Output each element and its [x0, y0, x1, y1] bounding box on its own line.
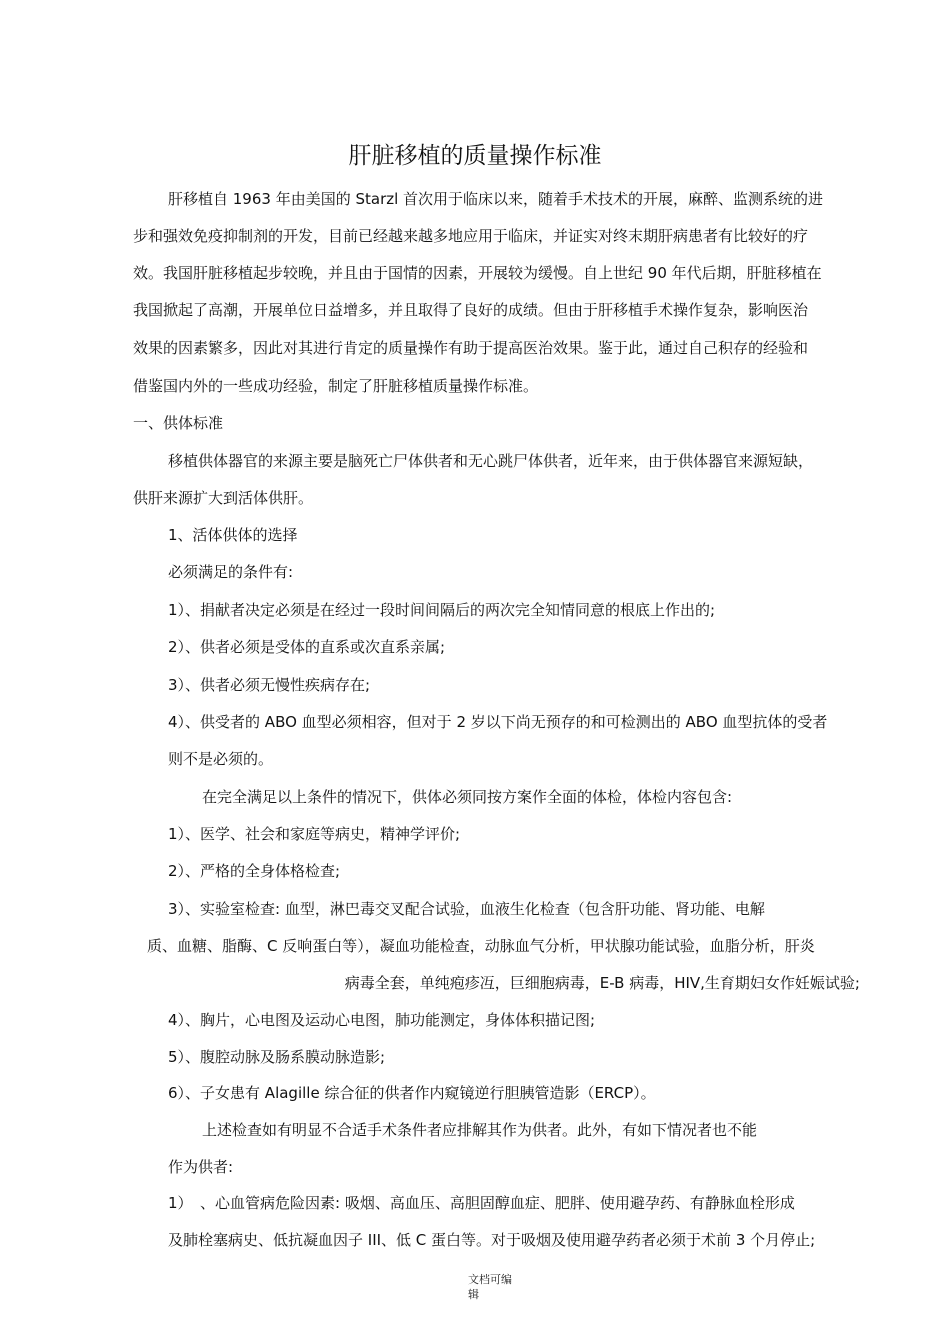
intro-line-5: 效果的因素繁多，因此对其进行肯定的质量操作有助于提高医治效果。鉴于此，通过自己积存的经验和 — [133, 339, 809, 357]
intro-line-2: 步和强效免疫抑制剂的开发，目前已经越来越多地应用于临床，并证实对终末期肝病患者有比较好的疗 — [133, 227, 809, 245]
condition-item-4: 4）、供受者的 ABO 血型必须相容，但对于 2 岁以下尚无预存的和可检测出的 ABO 血型抗体的受者 — [168, 713, 828, 731]
exam-item-1: 1）、医学、社会和家庭等病史，精神学评价; — [168, 825, 461, 843]
exam-item-3: 3）、实验室检查: 血型，淋巴毒交叉配合试验，血液生化检查（包含肝功能、肾功能、电解 — [168, 900, 765, 918]
conditions-intro: 必须满足的条件有: — [168, 563, 294, 581]
exclusion-intro-line-1: 上述检查如有明显不合适手术条件者应排解其作为供者。此外，有如下情况者也不能 — [202, 1121, 758, 1139]
exclusion-intro-line-2: 作为供者: — [168, 1158, 234, 1176]
footer-line-2: 辑 — [468, 1288, 479, 1301]
intro-line-3: 效。我国肝脏移植起步较晚，并且由于国情的因素，开展较为缓慢。自上世纪 90 年代后期，肝脏移植在 — [133, 264, 822, 282]
condition-item-2: 2）、供者必须是受体的直系或次直系亲属; — [168, 638, 446, 656]
exam-item-4: 4）、胸片，心电图及运动心电图，肺功能测定，身体体积描记图; — [168, 1011, 596, 1029]
condition-item-4-cont: 则不是必须的。 — [168, 750, 274, 768]
condition-item-3: 3）、供者必须无慢性疾病存在; — [168, 676, 371, 694]
exam-item-6: 6）、子女患有 Alagille 综合征的供者作内窥镜逆行胆胰管造影（ERCP）。 — [168, 1084, 656, 1102]
exam-intro: 在完全满足以上条件的情况下，供体必须同按方案作全面的体检，体检内容包含: — [202, 788, 733, 806]
exam-item-3-cont-2: 病毒全套，单纯疱疹冱，巨细胞病毒，E-B 病毒，HIV,生育期妇女作妊娠试验; — [344, 974, 860, 992]
footer-line-1: 文档可编 — [468, 1273, 512, 1286]
exclusion-item-1: 1） 、心血管病危险因素: 吸烟、高血压、高胆固醇血症、肥胖、使用避孕药、有静脉血栓形成 — [168, 1194, 795, 1212]
exclusion-item-1-cont: 及肺栓塞病史、低抗凝血因子 III、低 C 蛋白等。对于吸烟及使用避孕药者必须于术前 3 个月停止; — [168, 1231, 816, 1249]
condition-item-1: 1）、捐献者决定必须是在经过一段时间间隔后的两次完全知情同意的根底上作出的; — [168, 601, 716, 619]
subsection-heading: 1、活体供体的选择 — [168, 526, 298, 544]
intro-line-4: 我国掀起了高潮，开展单位日益增多，并且取得了良好的成绩。但由于肝移植手术操作复杂，影响医治 — [133, 301, 809, 319]
intro-line-6: 借鉴国内外的一些成功经验，制定了肝脏移植质量操作标准。 — [133, 377, 539, 395]
section-para-line-2: 供肝来源扩大到活体供肝。 — [133, 489, 314, 507]
exam-item-5: 5）、腹腔动脉及肠系膜动脉造影; — [168, 1048, 386, 1066]
exam-item-3-cont-1: 质、血糖、脂酶、C 反响蛋白等），凝血功能检查，动脉血气分析，甲状腺功能试验，血脂分析，肝炎 — [147, 937, 815, 955]
intro-line-1: 肝移植自 1963 年由美国的 Starzl 首次用于临床以来，随着手术技术的开展，麻醉、监测系统的进 — [168, 190, 824, 208]
exam-item-2: 2）、严格的全身体格检查; — [168, 862, 341, 880]
section-para-line-1: 移植供体器官的来源主要是脑死亡尸体供者和无心跳尸体供者，近年来，由于供体器官来源短缺， — [168, 452, 814, 470]
document-title: 肝脏移植的质量操作标准 — [348, 143, 602, 169]
section-heading: 一、供体标准 — [133, 414, 224, 432]
